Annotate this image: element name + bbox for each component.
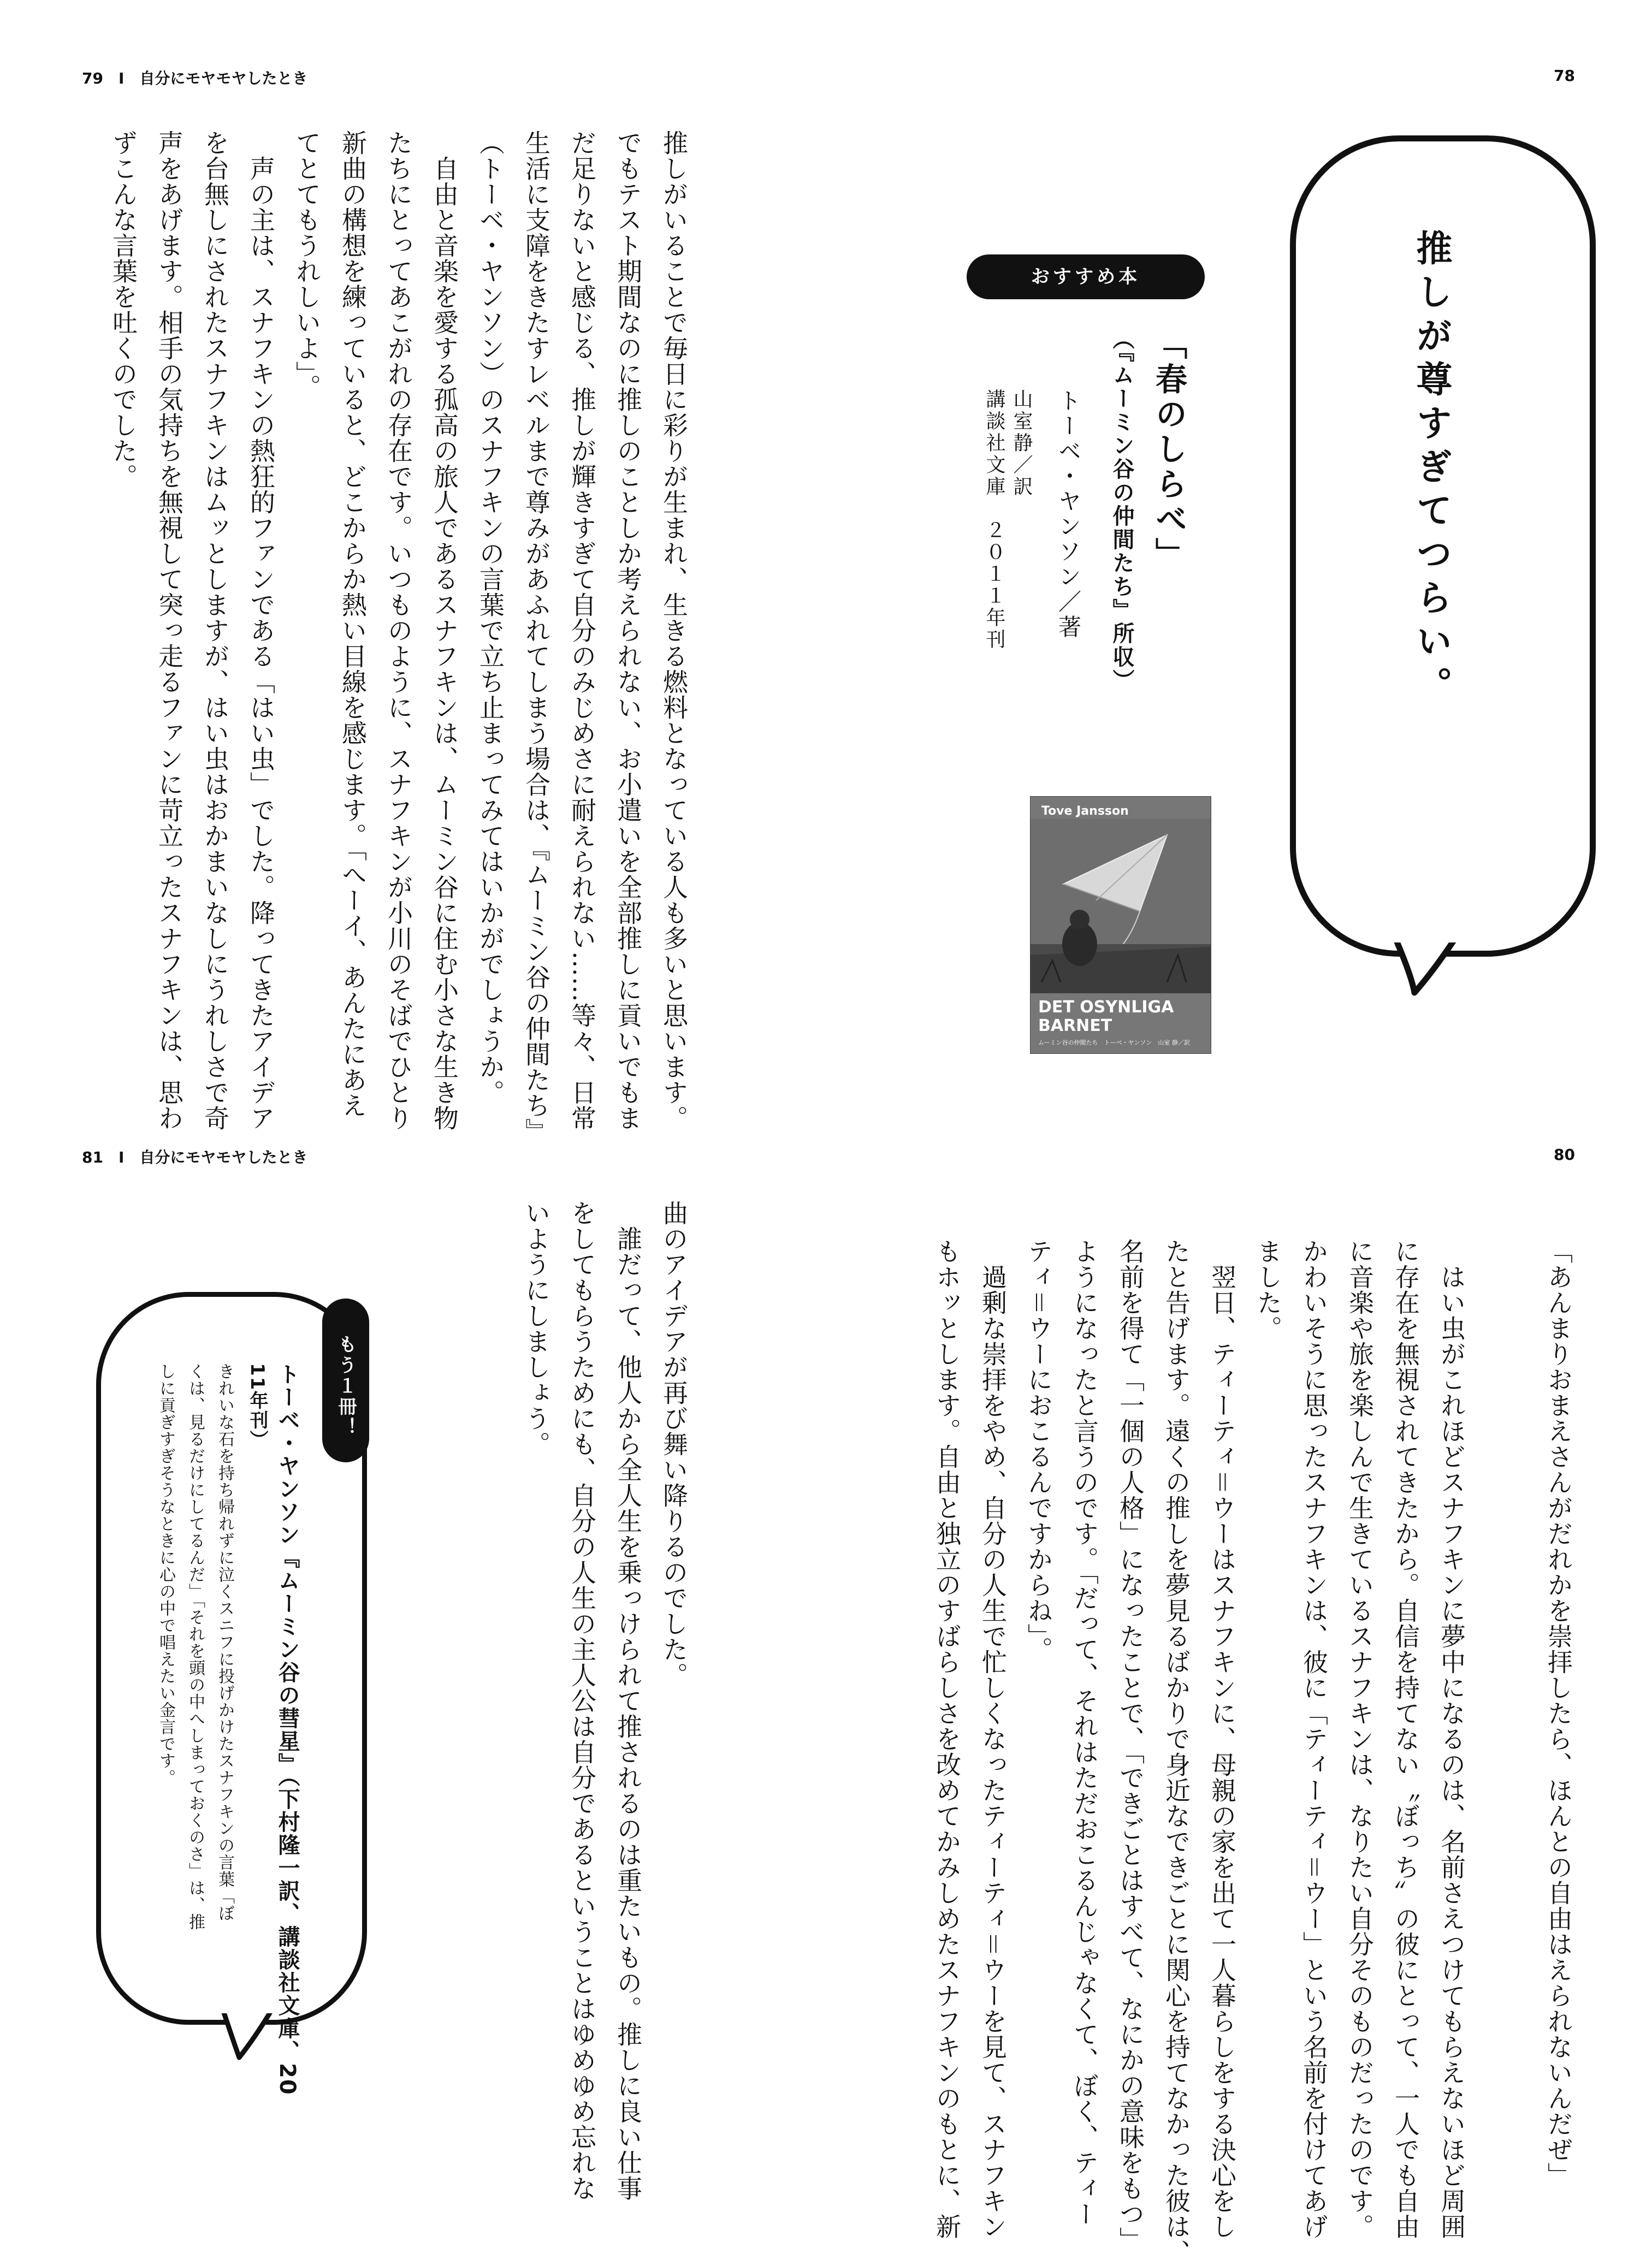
text-column: ようになったと言うのです。「だって、それはただおこるんじゃなくて、ぼく、ティー xyxy=(1070,1238,1099,2227)
cover-subtitle: ムーミン谷の仲間たち トーベ・ヤンソン 山室 静／訳 xyxy=(1038,1039,1190,1046)
text-column: たちにとってあこがれの存在です。いつものように、スナフキンが小川のそばでひとり xyxy=(384,130,413,1131)
text-column: ました。 xyxy=(1253,1238,1283,1341)
text-column: 誰だって、他人から全人生を乗っけられて推されるのは重たいもの。推しに良い仕事 xyxy=(613,1200,643,2201)
text-column: てとてもうれしいよ」。 xyxy=(292,130,322,400)
page-header-81: 81 I 自分にモヤモヤしたとき xyxy=(82,1148,308,1166)
page-header-78: 78 xyxy=(1554,67,1575,85)
page-title: 推しが尊すぎてつらい。 xyxy=(1410,229,1452,710)
text-column: 曲のアイデアが再び舞い降りるのでした。 xyxy=(659,1200,689,1688)
text-column: 「あんまりおまえさんがだれかを崇拝したら、ほんとの自由はえられないんだぜ」 xyxy=(1544,1238,1573,2188)
page-header-79: 79 I 自分にモヤモヤしたとき xyxy=(82,69,308,87)
text-column: 生活に支障をきたすレベルまで尊みがあふれてしまう場合は、『ムーミン谷の仲間たち』 xyxy=(522,130,551,1144)
text-column: いようにしましょう。 xyxy=(522,1200,551,1457)
cover-title-line1: DET OSYNLIGA xyxy=(1038,998,1174,1017)
another-book-body-line3: しに貢ぎすぎそうなときに心の中で唱えたい金言です。 xyxy=(156,1363,175,1786)
cover-illustration xyxy=(1031,819,1211,993)
recommended-book-label: おすすめ本 xyxy=(967,254,1205,299)
another-book-body-line1: きれいな石を持ち帰れずに泣くスニフに投げかけたスナフキンの言葉「ぼ xyxy=(215,1363,234,1922)
another-book-title-line2: 11年刊） xyxy=(246,1363,268,1450)
text-column: 翌日、ティーティ＝ウーはスナフキンに、母親の家を出て一人暮らしをする決心をし xyxy=(1207,1238,1237,2239)
book-author: トーベ・ヤンソン／著 xyxy=(1055,389,1082,640)
cover-author: Tove Jansson xyxy=(1041,804,1129,818)
text-column: はい虫がこれほどスナフキンに夢中になるのは、名前さえつけてもらえないほど周囲 xyxy=(1437,1238,1466,2239)
book-title: 「春のしらべ」 xyxy=(1150,328,1187,572)
text-column: をしてもらうためにも、自分の人生の主人公は自分であるということはゆめゆめ忘れな xyxy=(567,1200,597,2201)
book-subtitle: （『ムーミン谷の仲間たち』所収） xyxy=(1109,328,1134,692)
text-column: 新曲の構想を練っていると、どこからか熱い目線を感じます。「へーイ、あんたにあえ xyxy=(338,130,368,1118)
text-column: かわいそうに思ったスナフキンは、彼に「ティーティ＝ウー」という名前を付けてあげ xyxy=(1299,1238,1329,2239)
book-cover-image xyxy=(1030,796,1211,1054)
text-column: ずこんな言葉を吐くのでした。 xyxy=(109,130,138,489)
text-column: 声をあげます。相手の気持ちを無視して突っ走るファンに苛立ったスナフキンは、思わ xyxy=(155,130,184,1131)
text-column: たと告げます。遠くの推しを夢見るばかりで身近なできごとに関心を持てなかった彼は、 xyxy=(1162,1238,1191,2265)
another-book-title-line1: トーベ・ヤンソン『ムーミン谷の彗星』（下村隆一訳、講談社文庫、20 xyxy=(275,1363,300,2096)
text-column: 自由と音楽を愛する孤高の旅人であるスナフキンは、ムーミン谷に住む小さな生き物 xyxy=(430,130,459,1131)
speech-bubble-tail xyxy=(1390,938,1477,998)
book-translator: 山室静／訳 xyxy=(1010,389,1033,498)
text-column: に存在を無視されてきたから。自信を持てない〝ぼっち〟の彼にとって、一人でも自由 xyxy=(1391,1238,1420,2239)
text-column: に音楽や旅を楽しんで生きているスナフキンは、なりたい自分そのものだったのです。 xyxy=(1345,1238,1375,2239)
text-column: 過剰な崇拝をやめ、自分の人生で忙しくなったティーティ＝ウーを見て、スナフキン xyxy=(978,1238,1008,2239)
text-column: 声の主は、スナフキンの熱狂的ファンである「はい虫」でした。降ってきたアイデア xyxy=(246,130,276,1131)
text-column: を台無しにされたスナフキンはムッとしますが、はい虫はおかまいなしにうれしさで奇 xyxy=(200,130,230,1131)
cover-title-line2: BARNET xyxy=(1038,1016,1112,1035)
text-column: ティ＝ウーにおこるんですからね」。 xyxy=(1024,1238,1053,1662)
page-header-80: 80 xyxy=(1554,1146,1575,1164)
another-book-label: もう１冊！ xyxy=(322,1298,369,1462)
text-column: もホッとします。自由と独立のすばらしさを改めてかみしめたスナフキンのもとに、新 xyxy=(932,1238,962,2239)
book-publisher: 講談社文庫 ２０１１年刊 xyxy=(983,389,1005,651)
another-book-body-line2: くは、見るだけにしてるんだ」「それを頭の中へしまっておくのさ」は、推 xyxy=(186,1363,205,1930)
text-column: （トーベ・ヤンソン）のスナフキンの言葉で立ち止まってみてはいかがでしょうか。 xyxy=(476,130,505,1105)
text-column: でもテスト期間なのに推しのことしか考えられない、お小遣いを全部推しに貢いでもま xyxy=(613,130,643,1131)
text-column: 推しがいることで毎日に彩りが生まれ、生きる燃料となっている人も多いと思います。 xyxy=(659,130,689,1131)
text-column: だ足りないと感じる、推しが輝きすぎて自分のみじめさに耐えられない……等々、日常 xyxy=(567,130,597,1131)
text-column: 名前を得て「一個の人格」になったことで、「できごとはすべて、なにかの意味をもつ」 xyxy=(1116,1238,1145,2252)
